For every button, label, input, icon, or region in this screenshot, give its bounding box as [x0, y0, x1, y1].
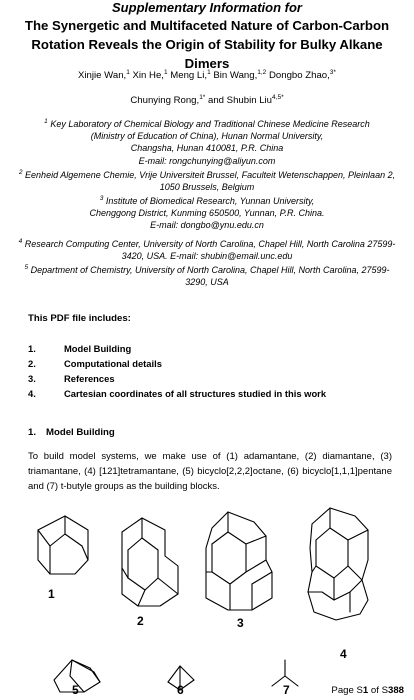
structure-label-3: 3: [237, 616, 244, 630]
contents-item: 4. Cartesian coordinates of all structures studied in this work: [28, 388, 327, 399]
diamantane-structure: [122, 518, 178, 606]
author-line-2: Chunying Rong,$^{1*}$ and Shubin Liu$^{4,5*}$: [130, 94, 284, 107]
tetramantane-structure: [308, 508, 368, 620]
affiliation-1: $^1$ Key Laboratory of Chemical Biology and Traditional Chinese Medicine Research (Ministry of Education of China), Hunan Normal University, Changsha, Hunan 410081, P.R. China E-mail: rongchunying@aliyun.com: [44, 118, 370, 166]
affiliation-4: $^4$ Research Computing Center, University of North Carolina, Chapel Hill, North Carolina 27599- 3420, USA. E-mail: shubin@email.unc.edu: [18, 238, 396, 262]
includes-heading: This PDF file includes:: [28, 313, 131, 324]
structure-label-6: 6: [177, 683, 184, 697]
affiliation-5: $^5$ Department of Chemistry, University of North Carolina, Chapel Hill, North Carolina, 27599- 3290, USA: [24, 264, 390, 288]
affiliation-2: $^2$ Eenheid Algemene Chemie, Vrije Universiteit Brussel, Faculteit Wetenschappen, Pleinlaan 2, 1050 Brussels, Belgium: [18, 169, 396, 193]
page-footer: Page S1 of S388: [331, 685, 404, 696]
title-line-1: The Synergetic and Multifaceted Nature of Carbon-Carbon: [24, 18, 390, 33]
structure-label-5: 5: [72, 683, 79, 697]
structure-label-1: 1: [48, 587, 55, 601]
triamantane-structure: [206, 512, 272, 610]
contents-item: 3. References: [28, 373, 115, 384]
affiliation-3: $^3$ Institute of Biomedical Research, Yunnan University, Chenggong District, Kunming 650500, Yunnan, P.R. China. E-mail: dongbo@ynu.edu.cn: [89, 195, 325, 231]
structure-label-2: 2: [137, 614, 144, 628]
author-line-1: Xinjie Wan,$^1$ Xin He,$^1$ Meng Li,$^1$ Bin Wang,$^{1,2}$ Dongbo Zhao,$^{3*}$: [78, 69, 336, 82]
title-line-2: Rotation Reveals the Origin of Stability for Bulky Alkane Dimers: [31, 37, 383, 71]
body-paragraph: To build model systems, we make use of (1) adamantane, (2) diamantane, (3) triamantane, (4) [121]tetramantane, (5) bicyclo[2,2,2]octane, (6) bicyclo[1,1,1]pentane and (7) t-butyle groups as the building blocks.: [28, 451, 392, 492]
section-heading: 1. Model Building: [28, 427, 115, 438]
adamantane-structure: [38, 516, 88, 574]
structure-label-7: 7: [283, 683, 290, 697]
contents-item: 1. Model Building: [28, 343, 132, 354]
structure-label-4: 4: [340, 647, 347, 661]
running-title: Supplementary Information for: [112, 0, 302, 15]
contents-item: 2. Computational details: [28, 358, 162, 369]
